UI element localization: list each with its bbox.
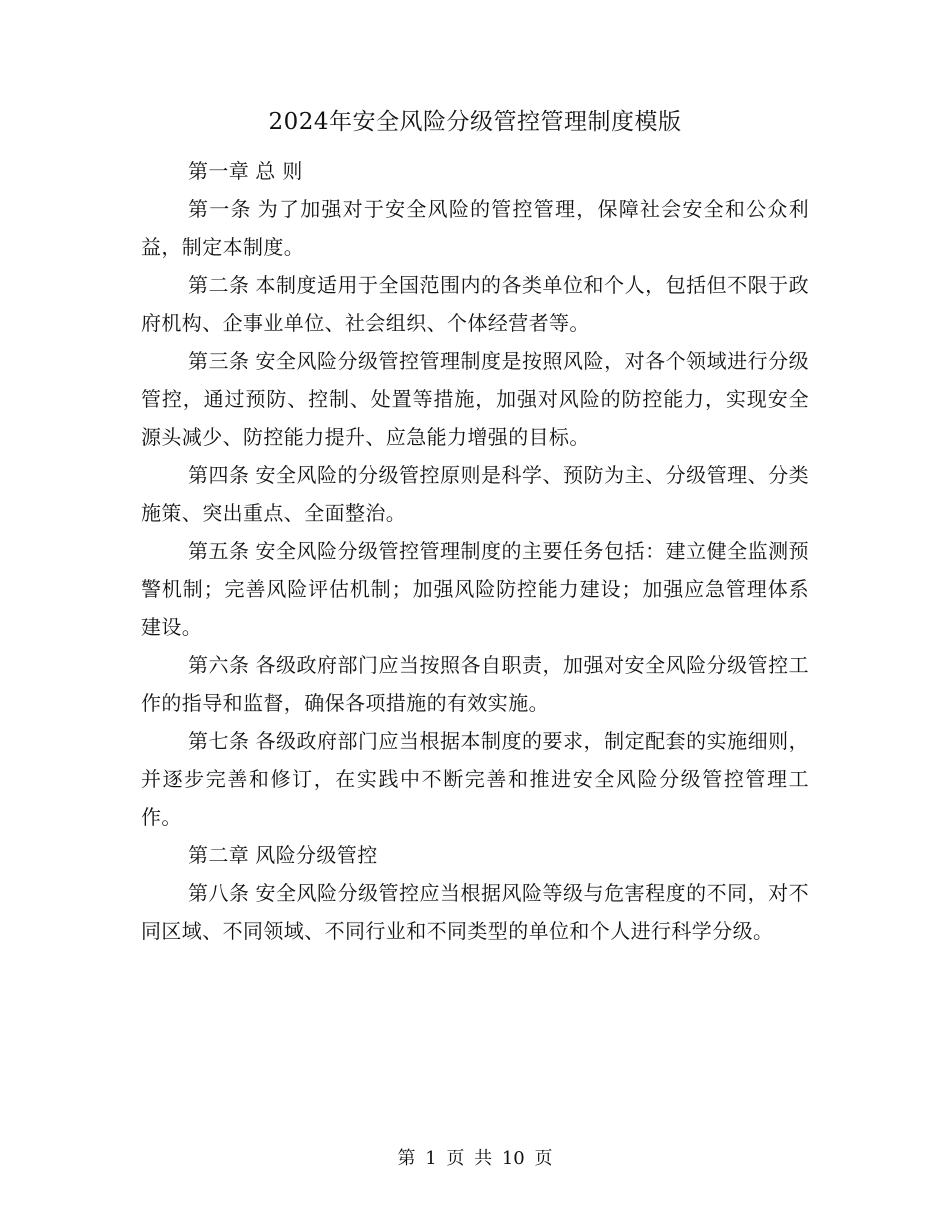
article-label: 第四条 xyxy=(188,463,250,487)
chapter-title: 风险分级管控 xyxy=(255,843,378,867)
article-text: 各级政府部门应当按照各自职责，加强对安全风险分级管控工作的指导和监督，确保各项措施的有效实施。 xyxy=(141,653,809,715)
article-text: 为了加强对于安全风险的管控管理，保障社会安全和公众利益，制定本制度。 xyxy=(141,197,810,259)
article-paragraph xyxy=(141,266,809,342)
chapter-heading xyxy=(141,152,809,190)
article-paragraph xyxy=(141,532,809,646)
article-paragraph xyxy=(141,342,809,456)
article-paragraph xyxy=(141,722,809,836)
chapter-label: 第一章 xyxy=(188,159,250,183)
article-paragraph xyxy=(141,646,809,722)
article-text: 安全风险分级管控管理制度的主要任务包括：建立健全监测预警机制；完善风险评估机制；加强风险防控能力建设；加强应急管理体系建设。 xyxy=(141,539,809,639)
article-label: 第二条 xyxy=(188,273,250,297)
article-paragraph xyxy=(141,874,809,950)
article-label: 第五条 xyxy=(188,539,250,563)
article-label: 第七条 xyxy=(188,729,250,753)
article-paragraph xyxy=(141,190,809,266)
article-text: 安全风险分级管控应当根据风险等级与危害程度的不同，对不同区域、不同领域、不同行业和不同类型的单位和个人进行科学分级。 xyxy=(141,881,809,943)
document-title: 2024年安全风险分级管控管理制度模版 xyxy=(268,109,682,135)
article-text: 本制度适用于全国范围内的各类单位和个人，包括但不限于政府机构、企事业单位、社会组织、个体经营者等。 xyxy=(141,273,809,335)
chapter-heading xyxy=(141,836,809,874)
article-label: 第六条 xyxy=(188,653,250,677)
article-paragraph xyxy=(141,456,809,532)
article-text: 各级政府部门应当根据本制度的要求，制定配套的实施细则，并逐步完善和修订，在实践中不断完善和推进安全风险分级管控管理工作。 xyxy=(141,729,809,829)
article-text: 安全风险的分级管控原则是科学、预防为主、分级管理、分类施策、突出重点、全面整治。 xyxy=(141,463,809,525)
article-label: 第一条 xyxy=(188,197,252,221)
chapter-label: 第二章 xyxy=(188,843,250,867)
article-label: 第三条 xyxy=(188,349,250,373)
article-text: 安全风险分级管控管理制度是按照风险，对各个领域进行分级管控，通过预防、控制、处置等措施，加强对风险的防控能力，实现安全源头减少、防控能力提升、应急能力增强的目标。 xyxy=(141,349,809,449)
chapter-title: 总 则 xyxy=(255,159,303,183)
article-label: 第八条 xyxy=(188,881,250,905)
document-body xyxy=(141,152,809,950)
page-number-footer: 第 1 页 共 10 页 xyxy=(397,1148,553,1169)
